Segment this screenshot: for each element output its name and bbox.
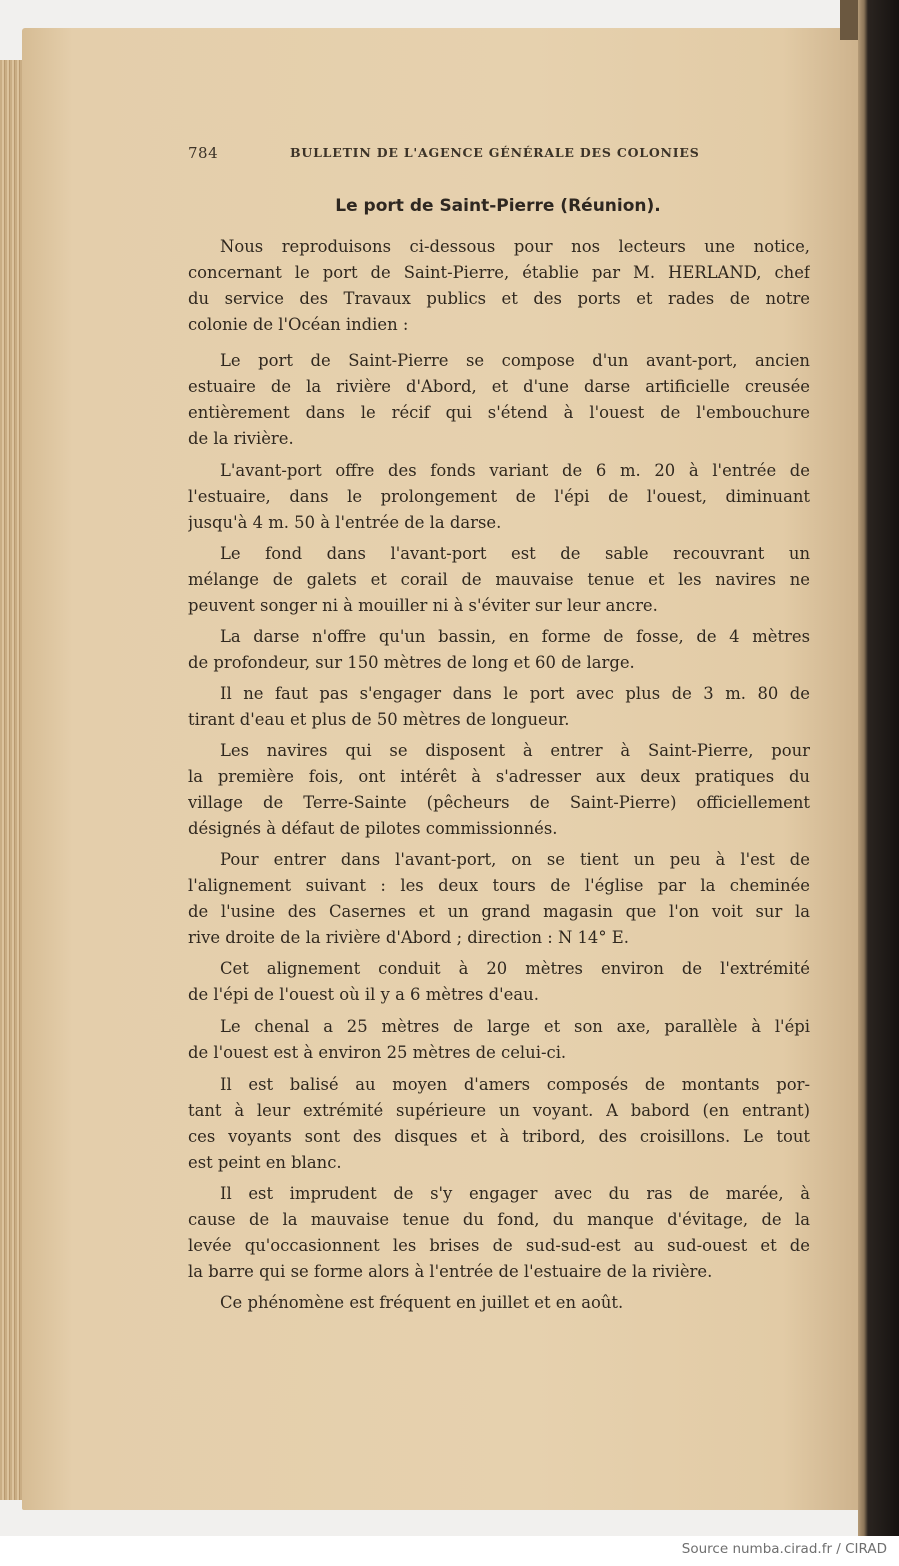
text-line: levée qu'occasionnent les brises de sud-sud-est au sud-ouest et de	[188, 1236, 810, 1255]
paragraph	[188, 738, 810, 842]
text-line: de la rivière.	[188, 429, 294, 448]
text-line: mélange de galets et corail de mauvaise tenue et les navires ne	[188, 570, 810, 589]
text-line: Les navires qui se disposent à entrer à Saint-Pierre, pour	[220, 741, 810, 760]
text-line: L'avant-port offre des fonds variant de 6 m. 20 à l'entrée de	[220, 461, 810, 480]
text-line: est peint en blanc.	[188, 1153, 342, 1172]
text-line: Ce phénomène est fréquent en juillet et en août.	[220, 1293, 624, 1312]
text-line: Pour entrer dans l'avant-port, on se tient un peu à l'est de	[220, 850, 810, 869]
text-line: Le fond dans l'avant-port est de sable recouvrant un	[220, 544, 810, 563]
text-line: l'alignement suivant : les deux tours de l'église par la cheminée	[188, 876, 810, 895]
text-line: la première fois, ont intérêt à s'adresser aux deux pratiques du	[188, 767, 810, 786]
text-line: ces voyants sont des disques et à tribord, des croisillons. Le tout	[188, 1127, 810, 1146]
text-line: tirant d'eau et plus de 50 mètres de longueur.	[188, 710, 570, 729]
text-line: l'estuaire, dans le prolongement de l'épi de l'ouest, diminuant	[188, 487, 810, 506]
text-line: colonie de l'Océan indien :	[188, 315, 409, 334]
paragraph	[188, 1181, 810, 1285]
text-line: désignés à défaut de pilotes commissionnés.	[188, 819, 558, 838]
paragraph	[188, 956, 810, 1008]
text-line: Le port de Saint-Pierre se compose d'un avant-port, ancien	[220, 351, 810, 370]
text-line: estuaire de la rivière d'Abord, et d'une darse artificielle creusée	[188, 377, 810, 396]
text-line: Le chenal a 25 mètres de large et son axe, parallèle à l'épi	[220, 1017, 810, 1036]
text-line: cause de la mauvaise tenue du fond, du manque d'évitage, de la	[188, 1210, 810, 1229]
paragraph	[188, 1072, 810, 1176]
text-line: de l'épi de l'ouest où il y a 6 mètres d'eau.	[188, 985, 539, 1004]
text-line: de l'usine des Casernes et un grand magasin que l'on voit sur la	[188, 902, 810, 921]
running-title: BULLETIN DE L'AGENCE GÉNÉRALE DES COLONIES	[290, 145, 700, 160]
text-line: Nous reproduisons ci-dessous pour nos lecteurs une notice,	[220, 237, 810, 256]
text-line: entièrement dans le récif qui s'étend à l'ouest de l'embouchure	[188, 403, 810, 422]
text-line: rive droite de la rivière d'Abord ; direction : N 14° E.	[188, 928, 629, 947]
text-line: Cet alignement conduit à 20 mètres environ de l'extrémité	[220, 959, 810, 978]
paragraph	[188, 541, 810, 619]
text-line: de l'ouest est à environ 25 mètres de celui-ci.	[188, 1043, 567, 1062]
paragraph	[188, 681, 810, 733]
source-credit: Source numba.cirad.fr / CIRAD	[681, 1541, 887, 1557]
paragraph	[188, 1014, 810, 1066]
text-line: concernant le port de Saint-Pierre, établie par M. HERLAND, chef	[188, 263, 810, 282]
paragraph	[188, 348, 810, 452]
paragraph	[188, 234, 810, 338]
paragraph	[188, 458, 810, 536]
text-line: du service des Travaux publics et des ports et rades de notre	[188, 289, 810, 308]
paragraph	[188, 624, 810, 676]
text-line: Il est imprudent de s'y engager avec du ras de marée, à	[220, 1184, 810, 1203]
text-line: de profondeur, sur 150 mètres de long et 60 de large.	[188, 653, 635, 672]
article-title: Le port de Saint-Pierre (Réunion).	[335, 196, 661, 216]
article-body	[188, 234, 810, 1321]
text-line: village de Terre-Sainte (pêcheurs de Saint-Pierre) officiellement	[188, 793, 810, 812]
text-line: tant à leur extrémité supérieure un voyant. A babord (en entrant)	[188, 1101, 810, 1120]
page-number: 784	[188, 144, 219, 162]
text-line: la barre qui se forme alors à l'entrée de l'estuaire de la rivière.	[188, 1262, 713, 1281]
book-binding	[858, 0, 899, 1536]
text-line: Il ne faut pas s'engager dans le port avec plus de 3 m. 80 de	[220, 684, 810, 703]
paragraph	[188, 1290, 810, 1316]
paragraph	[188, 847, 810, 951]
text-line: Il est balisé au moyen d'amers composés de montants por-	[220, 1075, 810, 1094]
text-line: peuvent songer ni à mouiller ni à s'éviter sur leur ancre.	[188, 596, 658, 615]
text-line: La darse n'offre qu'un bassin, en forme de fosse, de 4 mètres	[220, 627, 810, 646]
text-line: jusqu'à 4 m. 50 à l'entrée de la darse.	[188, 513, 502, 532]
